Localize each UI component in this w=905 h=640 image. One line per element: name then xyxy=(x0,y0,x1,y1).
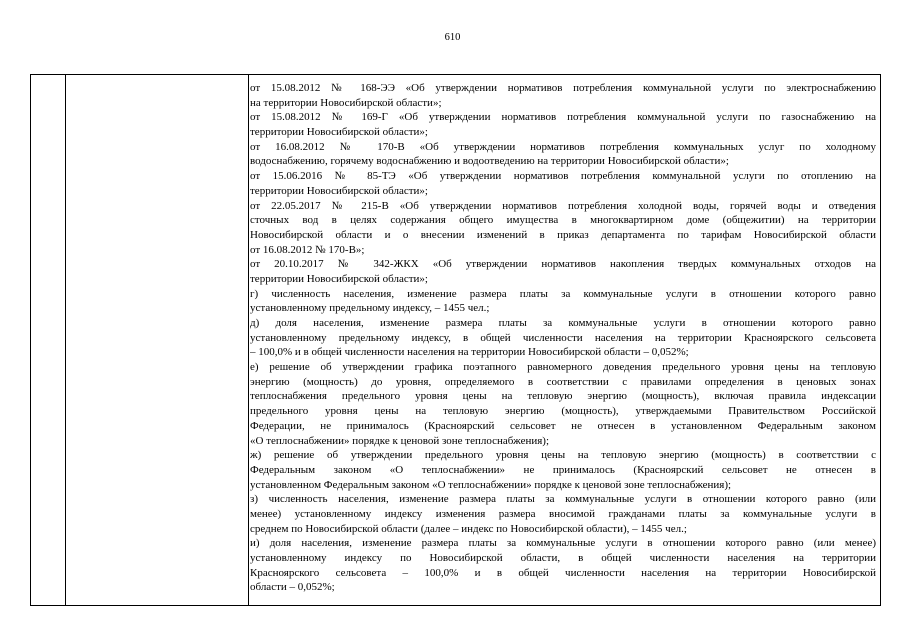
text-line: е) решение об утверждении графика поэтапного равномерного доведения предельного уровня цены на тепловую xyxy=(250,361,876,374)
text-line: от 15.06.2016 № 85-ТЭ «Об утверждении нормативов потребления коммунальной услуги по отоплению на xyxy=(250,170,876,183)
text-line: на территории Новосибирской области»; xyxy=(250,96,442,109)
text-line: з) численность населения, изменение размера платы за коммунальные услуги в отношении которого равно (или xyxy=(250,493,876,506)
text-line: менее) установленному индексу изменения размера вносимой гражданами платы за коммунальные услуги в xyxy=(250,507,876,520)
text-line: «О теплоснабжении» порядке к ценовой зоне теплоснабжения); xyxy=(250,434,550,447)
text-line: ж) решение об утверждении предельного уровня цены на тепловую энергию (мощность) в соответствии с xyxy=(250,449,876,462)
text-line: территории Новосибирской области»; xyxy=(250,184,428,197)
text-line: энергию (мощность) до уровня, определяемого в соответствии с правилами определения в ценовых зонах xyxy=(250,375,876,388)
text-line: установленном Федеральным законом «О теплоснабжении» порядке к ценовой зоне теплоснабжения); xyxy=(250,478,732,491)
text-line: сточных вод в целях содержания общего имущества в многоквартирном доме (общежитии) на территории xyxy=(250,214,876,227)
text-line: установленному предельному индексу, в общей численности населения на территории Красноярского сельсовета xyxy=(250,331,876,344)
column-divider xyxy=(65,75,66,605)
text-line: Федеральным законом «О теплоснабжении» не принималось (Красноярский сельсовет не отнесен в xyxy=(250,463,876,476)
text-cell xyxy=(250,81,876,595)
text-line: от 16.08.2012 № 170-В»; xyxy=(250,243,365,256)
text-line: установленному индексу по Новосибирской области, в общей численности населения на территории xyxy=(250,552,876,564)
text-line: водоснабжению, горячему водоснабжению и водоотведению на территории Новосибирской области»; xyxy=(250,155,729,168)
text-line: территории Новосибирской области»; xyxy=(250,272,428,285)
text-line: теплоснабжения предельного уровня цены на тепловую энергию (мощность), включая правила индексации xyxy=(250,390,876,403)
text-line: Федерации, не принималось (Красноярский сельсовет не отнесен в установленном Федеральным законом xyxy=(250,419,876,432)
text-line: области – 0,052%; xyxy=(250,581,335,594)
text-line: от 16.08.2012 № 170-В «Об утверждении нормативов потребления коммунальных услуг по холодному xyxy=(250,140,876,153)
text-line: и) доля населения, изменение размера платы за коммунальные услуги в отношении которого равно (или менее) xyxy=(250,537,876,550)
text-line: г) численность населения, изменение размера платы за коммунальные услуги в отношении которого равно xyxy=(250,287,876,300)
text-line: Новосибирской области и о внесении изменений в приказ департамента по тарифам Новосибирской области xyxy=(250,228,876,241)
text-line: от 15.08.2012 № 169-Г «Об утверждении нормативов потребления коммунальной услуги по газоснабжению на xyxy=(250,111,876,124)
text-line: среднем по Новосибирской области (далее – индекс по Новосибирской области), – 1455 чел.; xyxy=(250,522,687,535)
text-line: от 15.08.2012 № 168-ЭЭ «Об утверждении нормативов потребления коммунальной услуги по электроснабжению xyxy=(250,82,876,94)
text-line: Красноярского сельсовета – 100,0% и в общей численности населения на территории Новосибирской xyxy=(250,566,876,579)
text-line: территории Новосибирской области»; xyxy=(250,126,428,139)
document-table xyxy=(30,74,881,606)
text-line: установленному предельному индексу, – 1455 чел.; xyxy=(250,302,490,315)
text-line: от 22.05.2017 № 215-В «Об утверждении нормативов потребления холодной воды, горячей воды и отведения xyxy=(250,199,876,212)
page-number: 610 xyxy=(444,32,461,43)
text-line: д) доля населения, изменение размера платы за коммунальные услуги в отношении которого равно xyxy=(250,317,876,329)
text-line: – 100,0% и в общей численности населения на территории Новосибирской области – 0,052%; xyxy=(250,346,689,359)
text-line: от 20.10.2017 № 342-ЖКХ «Об утверждении нормативов накопления твердых коммунальных отходов на xyxy=(250,258,876,271)
column-divider xyxy=(248,75,249,605)
text-line: предельного уровня цены на тепловую энергию (мощность), утверждаемыми Правительством Российской xyxy=(250,405,876,418)
